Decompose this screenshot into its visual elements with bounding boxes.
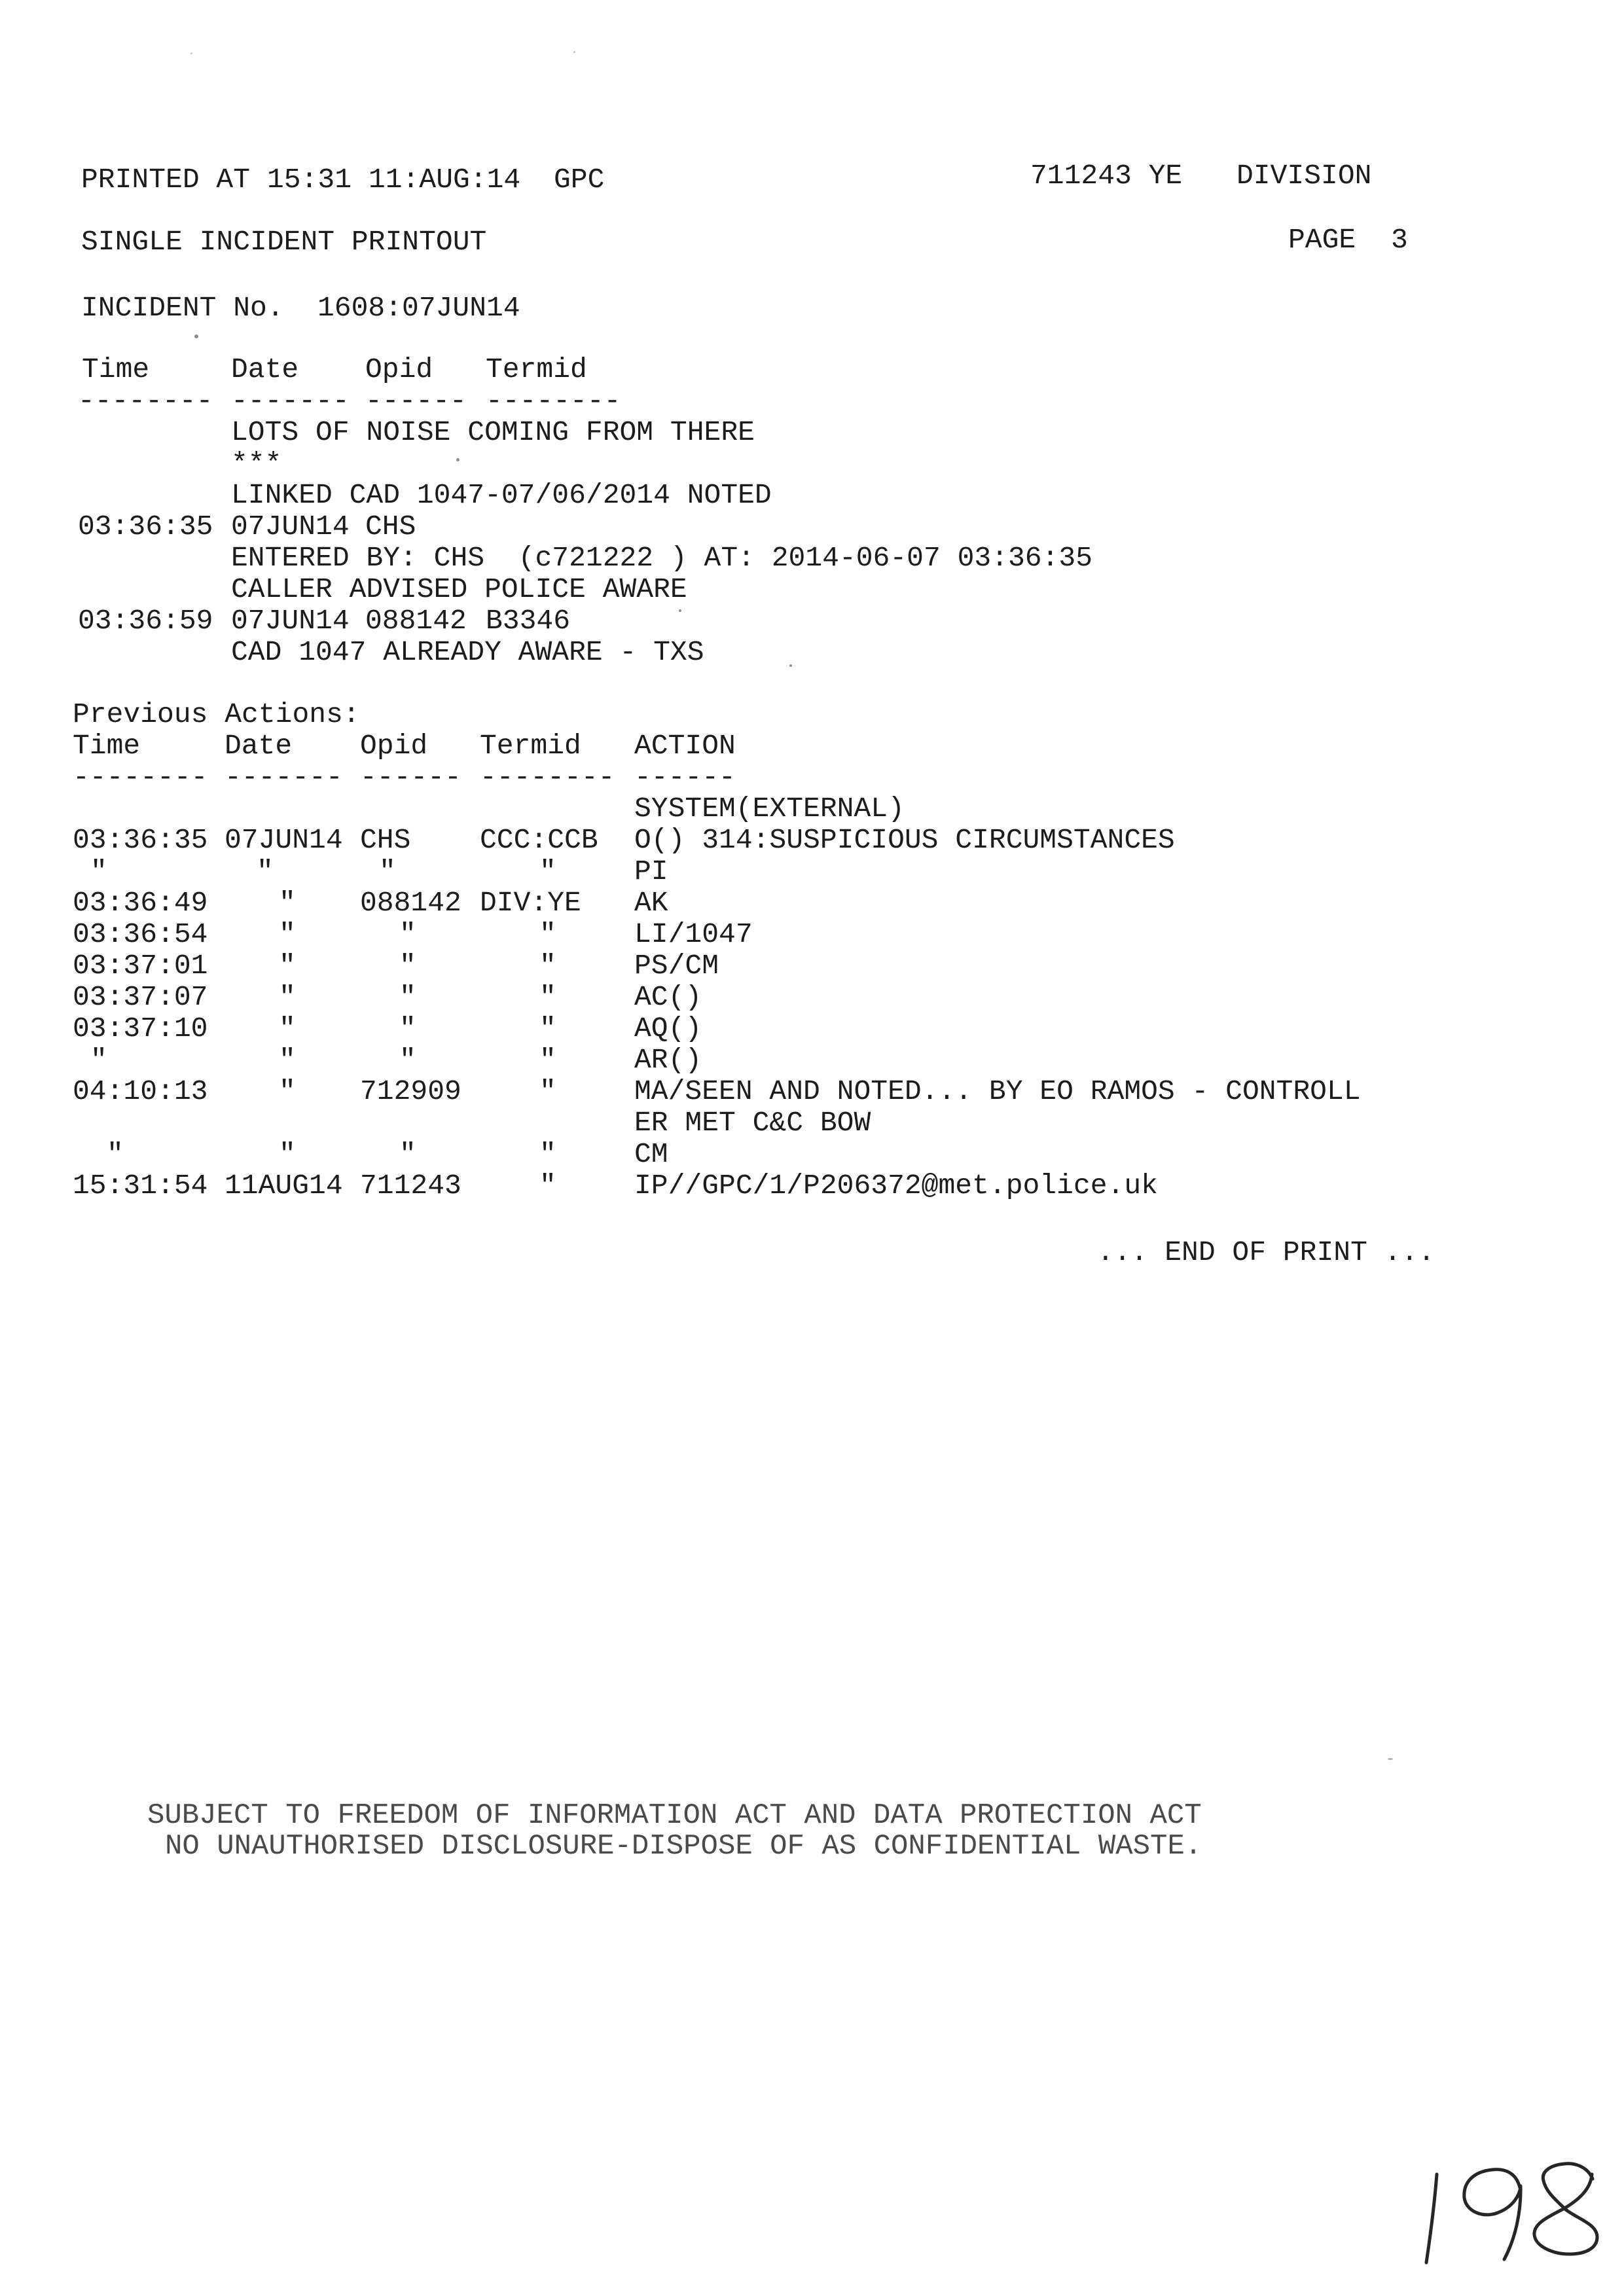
action-opid: CHS (360, 824, 411, 856)
divider: ------ (365, 385, 467, 417)
action-row (73, 1045, 1447, 1076)
column-header-termid: Termid (480, 730, 581, 762)
action-row (73, 1107, 1447, 1139)
action-date: " (279, 1013, 296, 1045)
action-row (73, 982, 1447, 1013)
log-date: 07JUN14 (231, 511, 350, 543)
action-termid: " (539, 1170, 556, 1202)
page-number: 3 (1391, 224, 1408, 256)
actions-rows (73, 793, 1447, 1202)
action-date: " (279, 981, 296, 1013)
action-row (73, 1170, 1447, 1202)
printed-terminal: GPC (554, 164, 605, 196)
action-opid: " (399, 1044, 416, 1076)
log-date: 07JUN14 (231, 605, 350, 637)
printed-at-label: PRINTED AT (81, 164, 251, 196)
handwritten-digit-eight (1534, 2164, 1597, 2254)
action-termid: " (539, 855, 556, 888)
action-opid: " (379, 855, 396, 888)
action-date: " (257, 855, 274, 888)
log-opid: 088142 (365, 605, 467, 637)
page-title: SINGLE INCIDENT PRINTOUT (81, 226, 487, 258)
action-termid: " (539, 1013, 556, 1045)
scan-speck (789, 664, 792, 667)
previous-actions-heading-row (73, 699, 1447, 730)
action-termid: " (539, 1138, 556, 1170)
action-date: " (279, 1138, 296, 1170)
action-code: AK (634, 887, 668, 919)
divider: ------ (360, 761, 461, 793)
log-entry (78, 543, 1387, 574)
handwritten-page-number (1401, 2147, 1610, 2284)
action-row (73, 1139, 1447, 1170)
action-date: " (279, 1044, 296, 1076)
action-termid: " (539, 1044, 556, 1076)
divider: ------- (225, 761, 343, 793)
action-termid: " (539, 950, 556, 982)
log-entry (78, 637, 1387, 668)
action-code: MA/SEEN AND NOTED... BY EO RAMOS - CONTROLL (634, 1075, 1361, 1107)
incident-log (78, 354, 1387, 668)
action-code: AQ() (634, 1013, 702, 1045)
action-code: PI (634, 855, 668, 888)
division-label: DIVISION (1236, 160, 1372, 192)
action-time: 15:31:54 (73, 1170, 208, 1202)
action-date: " (279, 918, 296, 950)
scan-speck (679, 609, 681, 612)
log-header-row (78, 354, 1387, 386)
action-time: 03:37:01 (73, 950, 208, 982)
action-time: 03:37:07 (73, 981, 208, 1013)
action-time: 03:37:10 (73, 1013, 208, 1045)
log-text: ENTERED BY: CHS (c721222 ) AT: 2014-06-07 03:36:35 (231, 542, 1093, 574)
incident-number: 1608:07JUN14 (317, 292, 520, 324)
action-termid: " (539, 981, 556, 1013)
action-code: AR() (634, 1044, 702, 1076)
action-row (73, 793, 1447, 825)
scan-speck (194, 334, 198, 338)
previous-actions-heading: Previous Actions: (73, 698, 360, 730)
action-code: ER MET C&C BOW (634, 1107, 871, 1139)
action-termid: DIV:YE (480, 887, 581, 919)
log-text: LOTS OF NOISE COMING FROM THERE (231, 416, 755, 448)
log-text: *** (231, 448, 282, 480)
action-row (73, 1013, 1447, 1045)
log-termid: B3346 (486, 605, 571, 637)
action-row (73, 825, 1447, 856)
action-opid: " (399, 950, 416, 982)
action-date: 07JUN14 (225, 824, 343, 856)
footer-notice-line-2: NO UNAUTHORISED DISCLOSURE-DISPOSE OF AS CONFIDENTIAL WASTE. (165, 1830, 1202, 1863)
divider: ------- (231, 385, 350, 417)
action-opid: " (399, 1013, 416, 1045)
log-entry (78, 574, 1387, 605)
log-time: 03:36:35 (78, 511, 213, 543)
column-header-termid: Termid (486, 353, 587, 386)
log-entry (78, 605, 1387, 637)
column-header-date: Date (231, 353, 299, 386)
log-divider-row (78, 386, 1387, 417)
scan-speck (456, 458, 460, 461)
column-header-action: ACTION (634, 730, 736, 762)
column-header-time: Time (73, 730, 141, 762)
action-code: SYSTEM(EXTERNAL) (634, 793, 905, 825)
action-time: " (107, 1138, 124, 1170)
action-time: 03:36:49 (73, 887, 208, 919)
handwritten-digit-nine (1464, 2170, 1521, 2259)
action-date: " (279, 887, 296, 919)
scan-speck (1388, 1758, 1393, 1760)
log-entry (78, 448, 1387, 480)
action-opid: " (399, 918, 416, 950)
action-opid: " (399, 1138, 416, 1170)
handwritten-digit-one (1426, 2174, 1437, 2263)
action-code: IP//GPC/1/P206372@met.police.uk (634, 1170, 1158, 1202)
log-text: CAD 1047 ALREADY AWARE - TXS (231, 636, 704, 668)
action-date: " (279, 1075, 296, 1107)
action-opid: 712909 (360, 1075, 461, 1107)
action-termid: " (539, 1075, 556, 1107)
action-code: CM (634, 1138, 668, 1170)
log-text: CALLER ADVISED POLICE AWARE (231, 573, 687, 605)
action-date: " (279, 950, 296, 982)
action-time: 03:36:35 (73, 824, 208, 856)
action-time: " (90, 1044, 107, 1076)
action-opid: 088142 (360, 887, 461, 919)
action-time: 03:36:54 (73, 918, 208, 950)
column-header-opid: Opid (365, 353, 433, 386)
divider: -------- (486, 385, 621, 417)
action-code: LI/1047 (634, 918, 753, 950)
log-entry (78, 480, 1387, 511)
action-time: 04:10:13 (73, 1075, 208, 1107)
action-termid: " (539, 918, 556, 950)
log-opid: CHS (365, 511, 416, 543)
action-termid: CCC:CCB (480, 824, 598, 856)
divider: -------- (480, 761, 615, 793)
scan-speck (573, 51, 575, 53)
previous-actions (73, 699, 1447, 1202)
action-code: AC() (634, 981, 702, 1013)
log-entry (78, 417, 1387, 448)
action-row (73, 1076, 1447, 1107)
column-header-opid: Opid (360, 730, 428, 762)
log-entry (78, 511, 1387, 543)
log-entries (78, 417, 1387, 668)
divider: -------- (73, 761, 208, 793)
column-header-date: Date (225, 730, 293, 762)
column-header-time: Time (82, 353, 150, 386)
action-opid: " (399, 981, 416, 1013)
action-time: " (90, 855, 107, 888)
page-label: PAGE (1288, 224, 1356, 256)
operator-id: 711243 YE (1030, 160, 1183, 192)
footer-notice-line-1: SUBJECT TO FREEDOM OF INFORMATION ACT AND DATA PROTECTION ACT (147, 1799, 1202, 1832)
log-text: LINKED CAD 1047-07/06/2014 NOTED (231, 479, 772, 511)
action-code: O() 314:SUSPICIOUS CIRCUMSTANCES (634, 824, 1175, 856)
divider: ------ (634, 761, 736, 793)
end-of-print-marker: ... END OF PRINT ... (1097, 1236, 1435, 1268)
action-row (73, 856, 1447, 888)
action-row (73, 888, 1447, 919)
divider: -------- (78, 385, 213, 417)
action-code: PS/CM (634, 950, 719, 982)
incident-label: INCIDENT No. (81, 292, 284, 324)
printed-date: 11:AUG:14 (369, 164, 521, 196)
printed-time: 15:31 (267, 164, 352, 196)
action-row (73, 919, 1447, 950)
actions-header-row (73, 730, 1447, 762)
actions-divider-row (73, 762, 1447, 793)
log-time: 03:36:59 (78, 605, 213, 637)
action-date: 11AUG14 (225, 1170, 343, 1202)
scan-speck (190, 52, 192, 54)
action-opid: 711243 (360, 1170, 461, 1202)
action-row (73, 950, 1447, 982)
